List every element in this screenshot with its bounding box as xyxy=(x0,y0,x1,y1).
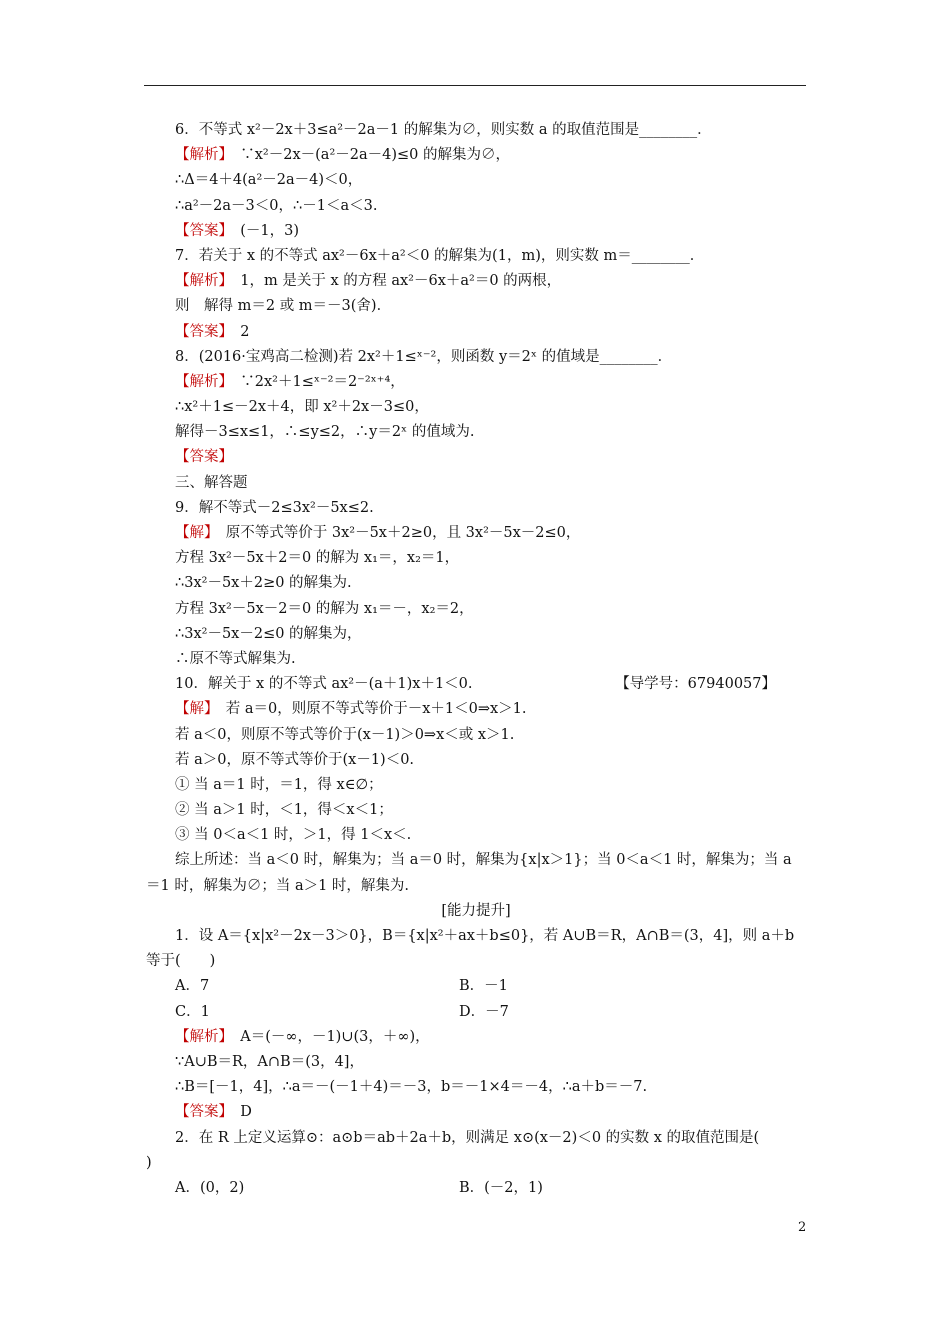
q10-jie: 【解】 若 a＝0，则原不等式等价于－x＋1＜0⇒x＞1. xyxy=(175,701,527,718)
jiexi-tag: 【解析】 xyxy=(175,1028,226,1045)
q6-line2: ∴Δ＝4＋4(a²－2a－4)＜0， xyxy=(175,172,363,189)
q9-stem: 9．解不等式－2≤3x²－5x≤2. xyxy=(175,499,374,516)
section-title: 三、解答题 xyxy=(175,474,248,491)
q10-line3: 若 a＞0，原不等式等价于(x－1)＜0. xyxy=(175,751,415,768)
jiexi-tag: 【解析】 xyxy=(175,273,226,290)
q8-answer xyxy=(146,445,806,470)
q10-line7: 综上所述：当 a＜0 时，解集为；当 a＝0 时，解集为{x|x＞1}；当 0＜a＜1 时，解集为；当 a xyxy=(175,852,792,869)
q8-line2: ∴x²＋1≤－2x＋4，即 x²＋2x－3≤0， xyxy=(175,399,429,416)
p1-options-ab xyxy=(146,974,806,999)
option-b: B．－1 xyxy=(459,978,508,995)
p1-line3: ∴B＝[－1，4]，∴a＝－(－1＋4)＝－3，b＝－1×4＝－4，∴a＋b＝－7. xyxy=(175,1079,648,1096)
jiexi-tag: 【解析】 xyxy=(175,147,226,164)
p1-options-cd xyxy=(146,1000,806,1025)
q9-line3: ∴3x²－5x＋2≥0 的解集为. xyxy=(175,575,352,592)
p1-line2: ∵A∪B＝R，A∩B＝(3，4]， xyxy=(175,1053,364,1070)
option-d: D．－7 xyxy=(459,1003,509,1020)
option-a: A．7 xyxy=(175,978,210,995)
q6-jiexi: 【解析】 ∵x²－2x－(a²－2a－4)≤0 的解集为∅， xyxy=(175,147,510,164)
answer-tag: 【答案】 xyxy=(175,222,226,239)
answer-tag: 【答案】 xyxy=(175,323,226,340)
header-rule xyxy=(144,85,806,86)
jie-tag: 【解】 xyxy=(175,701,212,718)
q9-line4: 方程 3x²－5x－2＝0 的解为 x₁＝－，x₂＝2， xyxy=(175,600,474,617)
p1-stem: 1．设 A＝{x|x²－2x－3＞0}，B＝{x|x²＋ax＋b≤0}，若 A∪B＝R，A∩B＝(3，4]，则 a＋b xyxy=(175,928,795,944)
q10-line4: ① 当 a＝1 时，＝1，得 x∈∅； xyxy=(175,776,383,793)
answer-tag: 【答案】 xyxy=(175,1104,226,1121)
q9-jie: 【解】 原不等式等价于 3x²－5x＋2≥0，且 3x²－5x－2≤0， xyxy=(175,525,581,541)
q8-jiexi: 【解析】 ∵2x²＋1≤ˣ⁻²＝2⁻²ˣ⁺⁴， xyxy=(175,373,405,390)
page-number: 2 xyxy=(798,1220,807,1235)
q8-line3: 解得－3≤x≤1，∴≤y≤2，∴y＝2ˣ 的值域为. xyxy=(175,424,475,441)
q10-stem: 10．解关于 x 的不等式 ax²－(a＋1)x＋1＜0. 【导学号：67940057】 xyxy=(146,672,806,697)
q9-line2: 方程 3x²－5x＋2＝0 的解为 x₁＝，x₂＝1， xyxy=(175,550,460,567)
q8-stem: 8．(2016·宝鸡高二检测)若 2x²＋1≤ˣ⁻²，则函数 y＝2ˣ 的值域是________． xyxy=(175,348,673,365)
p1-answer: 【答案】 D xyxy=(175,1104,252,1121)
p2-stem2: ) xyxy=(146,1154,152,1171)
document-body xyxy=(146,118,806,1201)
q10-line5: ② 当 a＞1 时，＜1，得＜x＜1； xyxy=(175,802,393,819)
q7-stem: 7．若关于 x 的不等式 ax²－6x＋a²＜0 的解集为(1，m)，则实数 m＝________． xyxy=(175,247,705,264)
option-c: C．1 xyxy=(175,1003,210,1020)
p2-stem: 2．在 R 上定义运算⊙：a⊙b＝ab＋2a＋b，则满足 x⊙(x－2)＜0 的实数 x 的取值范围是( xyxy=(175,1129,760,1146)
q9-line6: ∴原不等式解集为. xyxy=(175,650,296,667)
q7-jiexi: 【解析】 1，m 是关于 x 的方程 ax²－6x＋a²＝0 的两根， xyxy=(175,273,562,290)
answer-tag: 【答案】 xyxy=(175,449,233,466)
q6-line3: ∴a²－2a－3＜0，∴－1＜a＜3. xyxy=(175,197,378,214)
q10-line8: ＝1 时，解集为∅；当 a＞1 时，解集为. xyxy=(146,877,410,894)
q7-line2: 则 解得 m＝2 或 m＝－3(舍)． xyxy=(175,298,392,315)
guide-number: 【导学号：67940057】 xyxy=(615,676,776,693)
p2-options-ab xyxy=(146,1176,806,1201)
q6-answer: 【答案】 (－1，3) xyxy=(175,222,300,239)
q7-answer: 【答案】 2 xyxy=(175,323,250,340)
option-a: A．(0，2) xyxy=(175,1179,245,1196)
q10-line2: 若 a＜0，则原不等式等价于(x－1)＞0⇒x＜或 x＞1. xyxy=(175,726,515,743)
option-b: B．(－2，1) xyxy=(459,1179,543,1196)
p1-jiexi: 【解析】 A＝(－∞，－1)∪(3，＋∞)， xyxy=(175,1028,430,1045)
section-ability: [能力提升] xyxy=(441,902,511,919)
q9-line5: ∴3x²－5x－2≤0 的解集为， xyxy=(175,625,362,642)
jiexi-tag: 【解析】 xyxy=(175,373,226,390)
jie-tag: 【解】 xyxy=(175,525,212,541)
p1-stem2: 等于( ) xyxy=(146,953,216,970)
q10-line6: ③ 当 0＜a＜1 时，＞1，得 1＜x＜. xyxy=(175,827,412,844)
q6-stem: 6．不等式 x²－2x＋3≤a²－2a－1 的解集为∅，则实数 a 的取值范围是________． xyxy=(175,122,712,138)
